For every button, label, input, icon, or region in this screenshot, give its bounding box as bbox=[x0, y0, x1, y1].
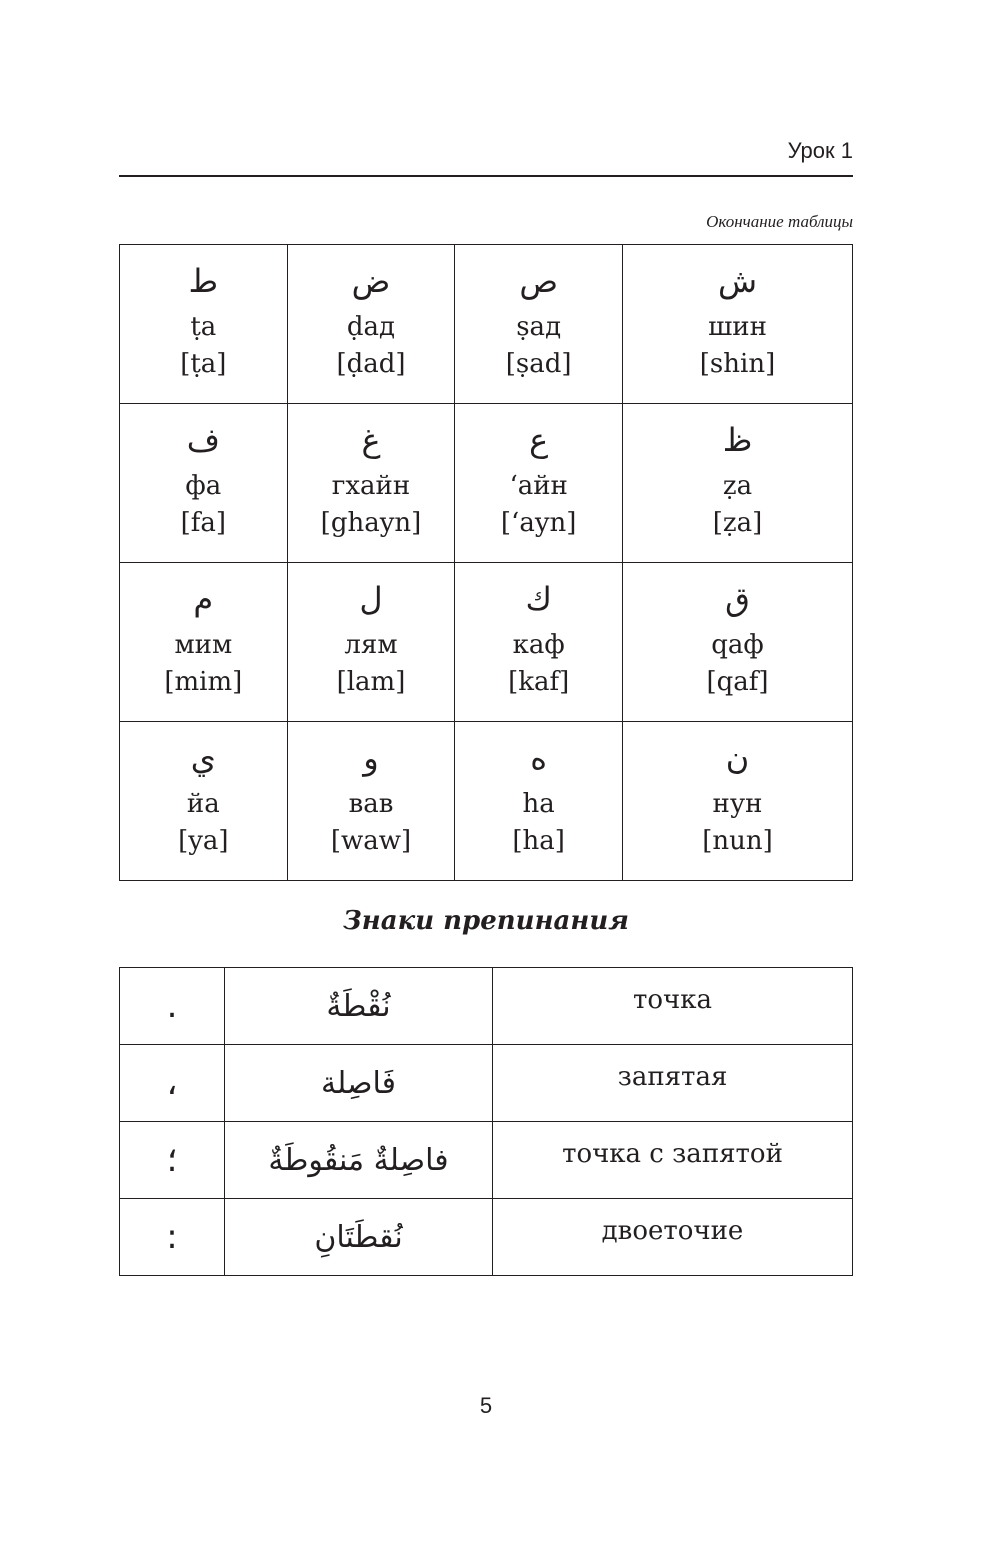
letter-transliteration: [lam] bbox=[336, 667, 406, 697]
letter-cell bbox=[455, 722, 623, 881]
arabic-term: فاصِلةٌ مَنقُوطَةٌ bbox=[268, 1142, 449, 1178]
letter-transliteration: [ṣad] bbox=[505, 349, 572, 379]
letter-transliteration: [qaf] bbox=[706, 667, 769, 697]
letter-cell bbox=[623, 563, 853, 722]
punctuation-table bbox=[119, 967, 853, 1276]
arabic-letter: غ bbox=[361, 421, 381, 459]
letter-transliteration: [mim] bbox=[164, 667, 243, 697]
letter-cell bbox=[287, 722, 455, 881]
punctuation-section-title: Знаки препинания bbox=[343, 906, 629, 936]
table-row bbox=[120, 1045, 853, 1122]
letter-name: ‘айн bbox=[509, 471, 568, 501]
letter-name: ḍад bbox=[346, 312, 396, 342]
letter-cell bbox=[455, 563, 623, 722]
letter-cell bbox=[455, 404, 623, 563]
arabic-letter: ق bbox=[725, 580, 750, 618]
arabic-letter: و bbox=[363, 739, 379, 777]
letter-transliteration: [ḍad] bbox=[336, 349, 406, 379]
letter-name: мим bbox=[174, 630, 233, 660]
letter-transliteration: [shin] bbox=[699, 349, 776, 379]
punctuation-mark: : bbox=[166, 1217, 178, 1257]
letter-transliteration: [ẓa] bbox=[712, 508, 763, 538]
table-row bbox=[120, 404, 853, 563]
arabic-letter: ص bbox=[519, 262, 558, 300]
punctuation-mark-cell bbox=[120, 1045, 225, 1122]
letter-cell bbox=[287, 563, 455, 722]
alphabet-table bbox=[119, 244, 853, 881]
arabic-letter: ف bbox=[186, 421, 220, 459]
letter-cell bbox=[120, 563, 288, 722]
letter-transliteration: [waw] bbox=[330, 826, 412, 856]
punctuation-mark-cell bbox=[120, 1122, 225, 1199]
arabic-letter: ظ bbox=[722, 421, 753, 459]
letter-cell bbox=[120, 404, 288, 563]
punctuation-mark-cell bbox=[120, 1199, 225, 1276]
russian-term-cell bbox=[493, 1122, 853, 1199]
table-row bbox=[120, 245, 853, 404]
arabic-letter: ل bbox=[359, 580, 383, 618]
letter-name: йа bbox=[186, 789, 220, 819]
letter-cell bbox=[120, 245, 288, 404]
letter-transliteration: [ṭa] bbox=[180, 349, 227, 379]
letter-name: гхайн bbox=[331, 471, 411, 501]
letter-cell bbox=[623, 245, 853, 404]
letter-transliteration: [ghayn] bbox=[320, 508, 422, 538]
letter-cell bbox=[623, 722, 853, 881]
arabic-letter: ك bbox=[525, 580, 552, 618]
russian-term: точка bbox=[633, 985, 712, 1015]
letter-name: ha bbox=[522, 789, 555, 819]
letter-name: шин bbox=[708, 312, 767, 342]
letter-cell bbox=[287, 404, 455, 563]
russian-term-cell bbox=[493, 968, 853, 1045]
arabic-letter: ط bbox=[188, 262, 219, 300]
arabic-term: نُقْطَةٌ bbox=[326, 988, 391, 1024]
table-row bbox=[120, 563, 853, 722]
letter-transliteration: [ha] bbox=[512, 826, 565, 856]
page-number: 5 bbox=[479, 1393, 493, 1418]
letter-transliteration: [‘ayn] bbox=[500, 508, 577, 538]
russian-term: точка с запятой bbox=[562, 1139, 783, 1169]
arabic-letter: ن bbox=[725, 739, 750, 777]
letter-transliteration: [kaf] bbox=[508, 667, 570, 697]
letter-name: ṭa bbox=[190, 312, 217, 342]
arabic-letter: ه bbox=[530, 739, 548, 777]
arabic-term-cell bbox=[225, 1045, 493, 1122]
arabic-letter: م bbox=[193, 580, 214, 618]
russian-term: запятая bbox=[617, 1062, 728, 1092]
letter-name: ṣад bbox=[516, 312, 562, 342]
letter-name: нун bbox=[712, 789, 763, 819]
arabic-letter: ع bbox=[529, 421, 549, 459]
letter-name: вав bbox=[348, 789, 394, 819]
chapter-title: Урок 1 bbox=[787, 138, 853, 163]
letter-name: ẓa bbox=[722, 471, 753, 501]
table-row bbox=[120, 968, 853, 1045]
punctuation-mark: ، bbox=[166, 1063, 178, 1103]
arabic-letter: ض bbox=[351, 262, 391, 300]
arabic-term-cell bbox=[225, 1199, 493, 1276]
letter-cell bbox=[455, 245, 623, 404]
letter-cell bbox=[287, 245, 455, 404]
letter-cell bbox=[623, 404, 853, 563]
table-caption: Окончание таблицы bbox=[706, 212, 853, 231]
russian-term-cell bbox=[493, 1199, 853, 1276]
table-row bbox=[120, 722, 853, 881]
arabic-term-cell bbox=[225, 968, 493, 1045]
arabic-letter: ي bbox=[190, 739, 216, 777]
letter-transliteration: [fa] bbox=[180, 508, 227, 538]
table-row bbox=[120, 1199, 853, 1276]
letter-name: каф bbox=[512, 630, 565, 660]
arabic-term-cell bbox=[225, 1122, 493, 1199]
russian-term-cell bbox=[493, 1045, 853, 1122]
letter-name: qаф bbox=[711, 630, 764, 660]
letter-transliteration: [nun] bbox=[702, 826, 773, 856]
arabic-letter: ش bbox=[717, 262, 758, 300]
punctuation-mark-cell bbox=[120, 968, 225, 1045]
punctuation-mark: ؛ bbox=[166, 1140, 178, 1180]
letter-name: лям bbox=[344, 630, 398, 660]
arabic-term: نُقطَتَانِ bbox=[314, 1219, 403, 1255]
letter-name: фа bbox=[185, 471, 222, 501]
header-divider bbox=[119, 175, 853, 177]
letter-transliteration: [ya] bbox=[178, 826, 229, 856]
punctuation-mark: . bbox=[166, 986, 178, 1026]
table-row bbox=[120, 1122, 853, 1199]
russian-term: двоеточие bbox=[601, 1216, 744, 1246]
letter-cell bbox=[120, 722, 288, 881]
arabic-term: فَاصِلة bbox=[321, 1065, 396, 1101]
